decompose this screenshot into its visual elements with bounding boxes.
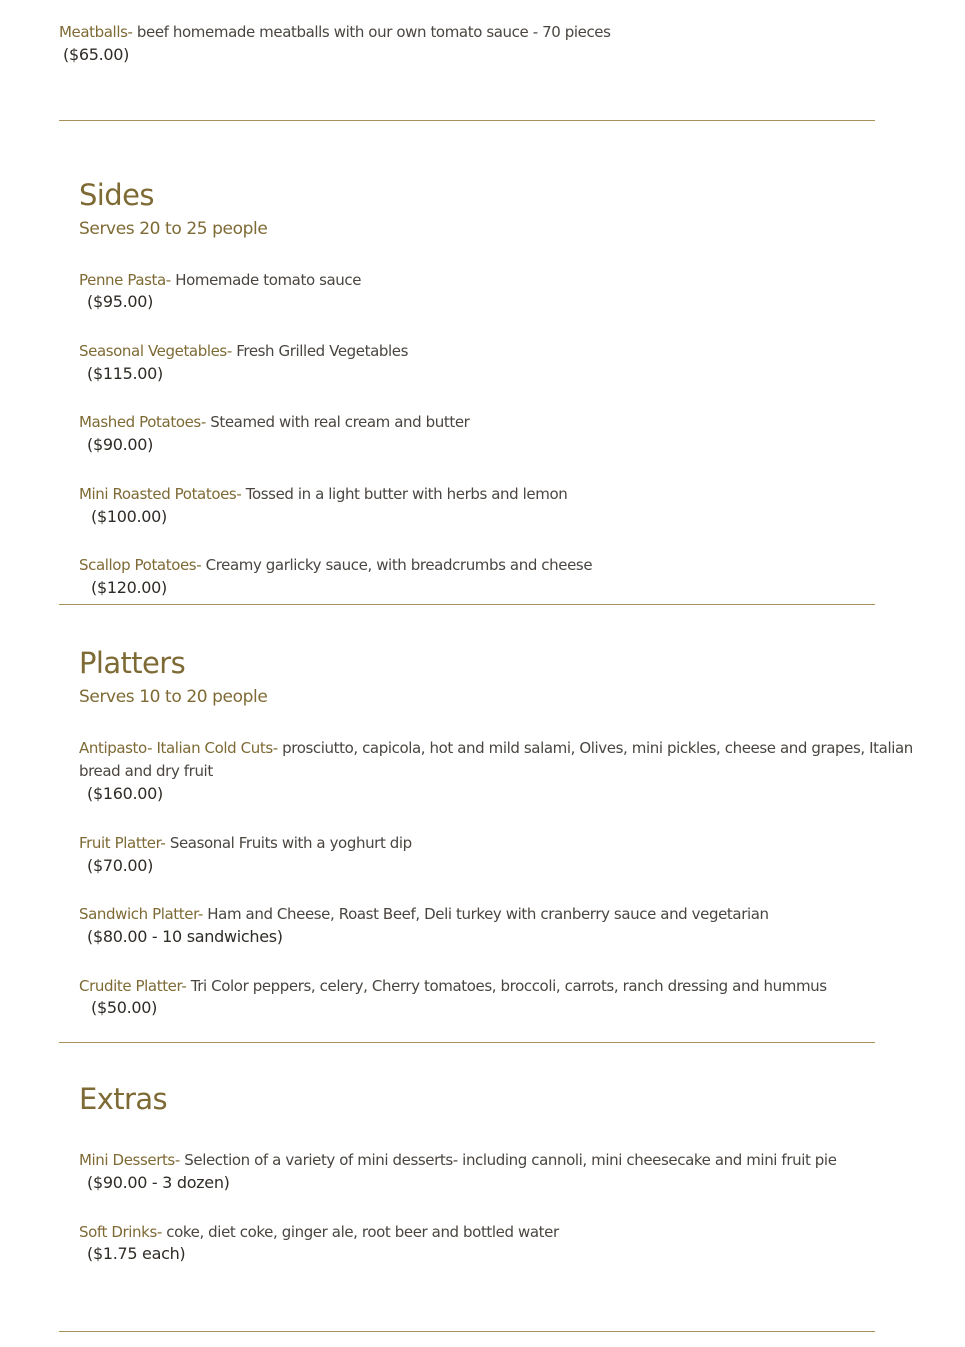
menu-item-sandwich-platter bbox=[79, 903, 769, 925]
section-subtitle-platters: Serves 10 to 20 people bbox=[79, 687, 268, 707]
item-name: Soft Drinks- bbox=[79, 1223, 162, 1241]
item-description: coke, diet coke, ginger ale, root beer and bottled water bbox=[161, 1223, 559, 1241]
menu-item-penne-pasta bbox=[79, 269, 361, 291]
item-description: prosciutto, capicola, hot and mild salami, Olives, mini pickles, cheese and grapes, Italian bread and dry fruit bbox=[79, 739, 913, 780]
item-price: ($90.00 - 3 dozen) bbox=[87, 1173, 230, 1192]
section-title-extras: Extras bbox=[79, 1082, 168, 1116]
menu-item-soft-drinks bbox=[79, 1221, 559, 1243]
item-price: ($115.00) bbox=[87, 364, 163, 383]
item-description: beef homemade meatballs with our own tomato sauce - 70 pieces bbox=[132, 23, 611, 41]
item-description: Selection of a variety of mini desserts- including cannoli, mini cheesecake and mini fruit pie bbox=[179, 1151, 837, 1169]
item-name: Fruit Platter- bbox=[79, 834, 166, 852]
menu-item-scallop-potatoes bbox=[79, 554, 592, 576]
section-title-sides: Sides bbox=[79, 178, 154, 212]
item-name: Mashed Potatoes- bbox=[79, 413, 206, 431]
item-price: ($70.00) bbox=[87, 856, 154, 875]
item-price: ($50.00) bbox=[91, 998, 158, 1017]
menu-item-fruit-platter bbox=[79, 832, 412, 854]
section-divider bbox=[59, 604, 875, 605]
item-name: Antipasto- Italian Cold Cuts- bbox=[79, 739, 278, 757]
item-price: ($80.00 - 10 sandwiches) bbox=[87, 927, 283, 946]
item-name: Mini Roasted Potatoes- bbox=[79, 485, 242, 503]
item-name: Seasonal Vegetables- bbox=[79, 342, 232, 360]
item-description: Fresh Grilled Vegetables bbox=[231, 342, 409, 360]
item-description: Steamed with real cream and butter bbox=[205, 413, 470, 431]
menu-item-meatballs bbox=[59, 21, 611, 43]
item-price: ($160.00) bbox=[87, 784, 163, 803]
item-description: Tossed in a light butter with herbs and lemon bbox=[241, 485, 568, 503]
section-divider bbox=[59, 120, 875, 121]
item-name: Penne Pasta- bbox=[79, 271, 171, 289]
item-description: Homemade tomato sauce bbox=[170, 271, 362, 289]
menu-item-mini-roasted-potatoes bbox=[79, 483, 567, 505]
item-name: Sandwich Platter- bbox=[79, 905, 203, 923]
menu-item-seasonal-vegetables bbox=[79, 340, 408, 362]
menu-item-mini-desserts bbox=[79, 1149, 837, 1171]
section-subtitle-sides: Serves 20 to 25 people bbox=[79, 219, 268, 239]
menu-item-mashed-potatoes bbox=[79, 411, 469, 433]
item-price: ($65.00) bbox=[63, 45, 130, 64]
section-divider bbox=[59, 1331, 875, 1332]
section-title-platters: Platters bbox=[79, 646, 186, 680]
item-price: ($100.00) bbox=[91, 507, 167, 526]
item-price: ($90.00) bbox=[87, 435, 154, 454]
item-name: Crudite Platter- bbox=[79, 977, 187, 995]
menu-item-antipasto bbox=[79, 737, 939, 783]
section-divider bbox=[59, 1042, 875, 1043]
item-description: Ham and Cheese, Roast Beef, Deli turkey with cranberry sauce and vegetarian bbox=[202, 905, 769, 923]
item-price: ($1.75 each) bbox=[87, 1244, 186, 1263]
item-price: ($120.00) bbox=[91, 578, 167, 597]
item-description: Tri Color peppers, celery, Cherry tomatoes, broccoli, carrots, ranch dressing and hummus bbox=[186, 977, 827, 995]
item-price: ($95.00) bbox=[87, 292, 154, 311]
item-name: Mini Desserts- bbox=[79, 1151, 180, 1169]
item-description: Creamy garlicky sauce, with breadcrumbs and cheese bbox=[201, 556, 593, 574]
item-description: Seasonal Fruits with a yoghurt dip bbox=[165, 834, 412, 852]
item-name: Scallop Potatoes- bbox=[79, 556, 202, 574]
item-name: Meatballs- bbox=[59, 23, 133, 41]
menu-item-crudite-platter bbox=[79, 975, 827, 997]
